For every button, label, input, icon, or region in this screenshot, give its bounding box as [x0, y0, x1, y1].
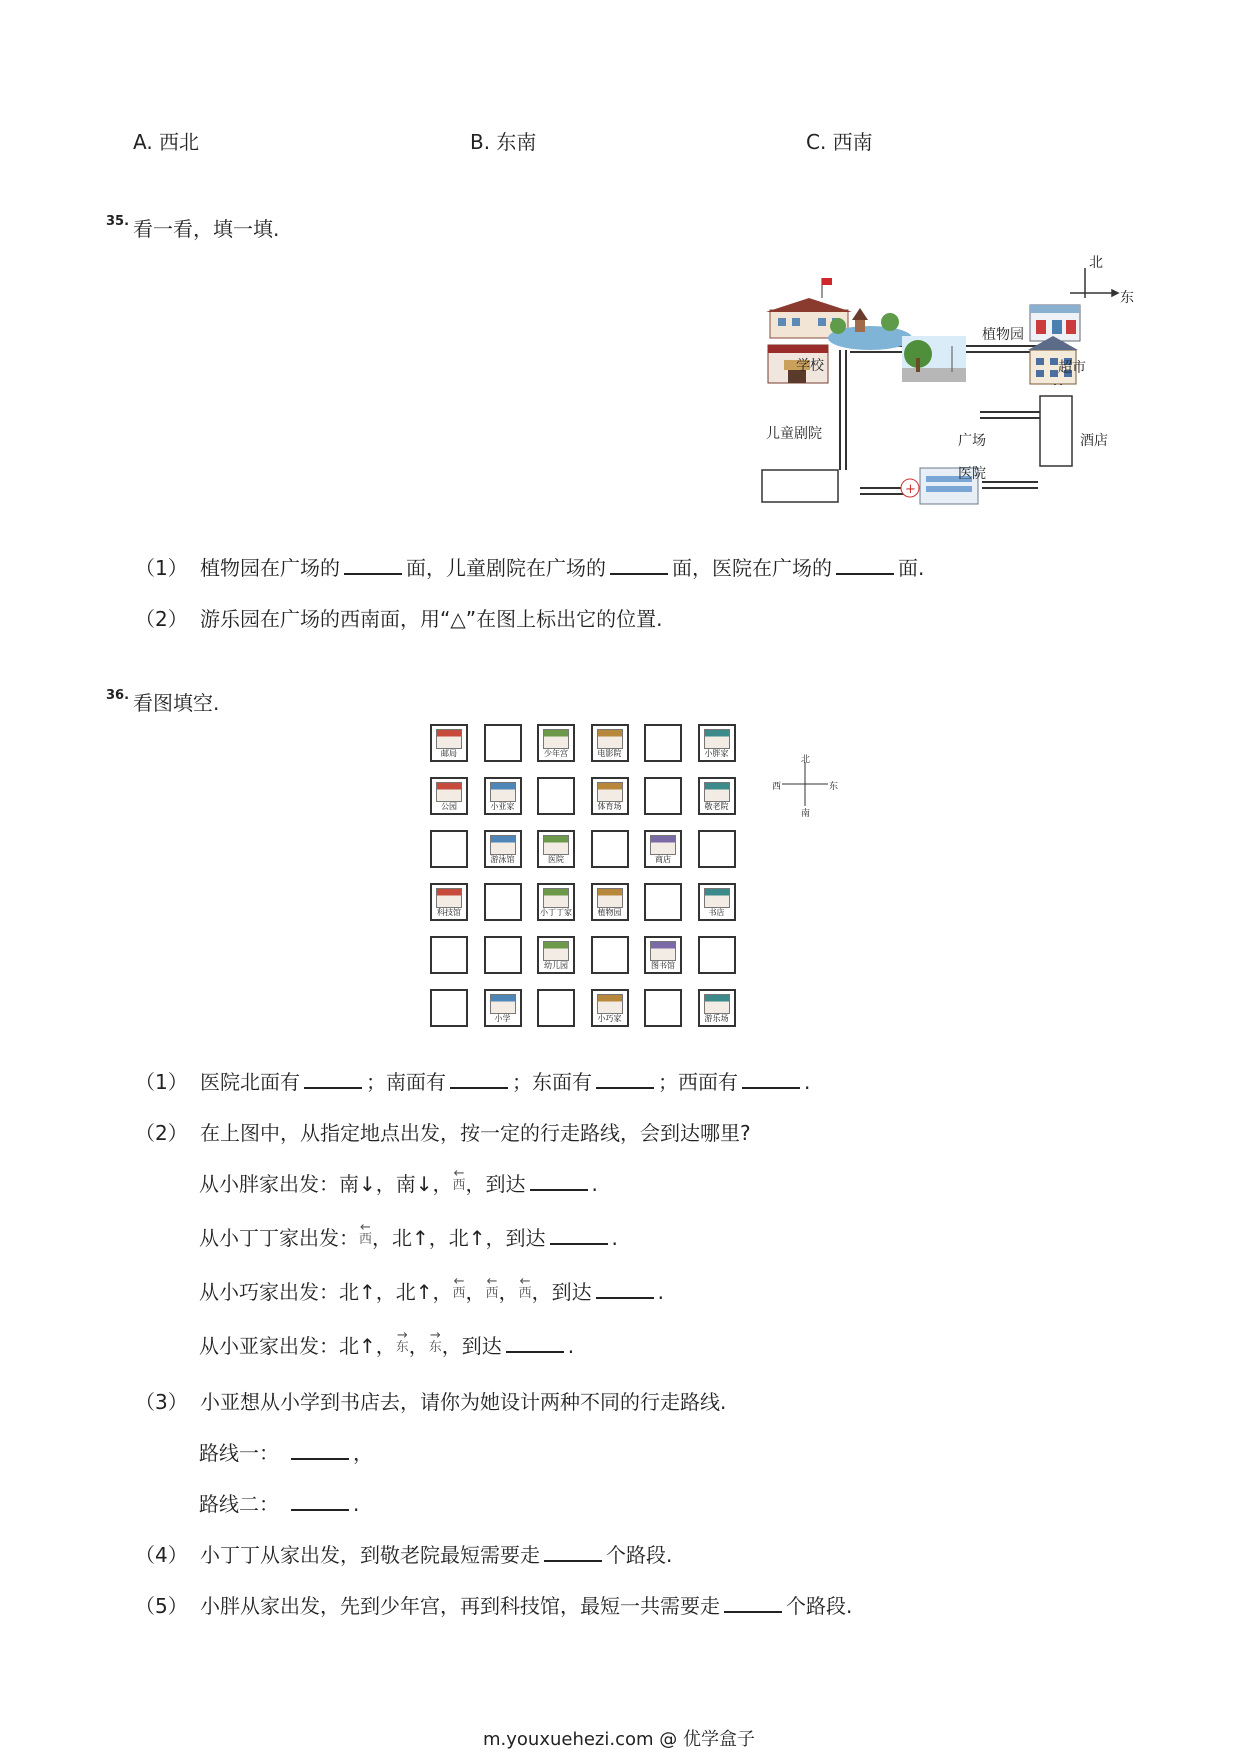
grid-cell-label: 敬老院: [704, 802, 729, 811]
west-arrow-icon: ← 西: [452, 1166, 466, 1193]
grid-cell-label: 小亚家: [490, 802, 515, 811]
route-3-step-3: ，到达: [531, 1280, 592, 1304]
q36-sub1-text-d: ；西面有: [658, 1070, 738, 1094]
east-label: 东: [428, 1340, 442, 1355]
route-3: [199, 1276, 664, 1305]
q36-grid: [430, 724, 740, 1036]
route-option-1-label: 路线一：: [199, 1441, 279, 1465]
grid-compass-east: 东: [829, 782, 839, 792]
east-arrow-icon: → 东: [395, 1328, 409, 1355]
grid-cell-label: 医院: [548, 855, 564, 864]
q35-sub1-text-d: 面.: [898, 556, 925, 580]
route-2-end: .: [611, 1226, 618, 1250]
q35-sub1-blank-3[interactable]: [836, 555, 894, 575]
building-icon: [597, 994, 623, 1014]
grid-cell: [537, 830, 575, 868]
label-school: 学校: [796, 358, 824, 374]
label-hospital: 医院: [958, 466, 986, 482]
q35-sub1: [135, 552, 924, 581]
q36-sub4-blank[interactable]: [544, 1542, 602, 1562]
q35-sub2-number: （2）: [135, 607, 188, 631]
q36-sub1: [135, 1066, 810, 1095]
route-1-blank[interactable]: [530, 1171, 588, 1191]
grid-cell-label: 商店: [655, 855, 671, 864]
grid-cell: [644, 989, 682, 1027]
grid-cell: [698, 830, 736, 868]
route-1: [199, 1168, 598, 1197]
grid-cell-label: 电影院: [597, 749, 622, 758]
q36-sub2: [135, 1117, 751, 1146]
route-4-blank[interactable]: [506, 1333, 564, 1353]
q36-sub4-text-a: 小丁丁从家出发，到敬老院最短需要走: [200, 1543, 540, 1567]
grid-cell: [430, 830, 468, 868]
q36-sub5-blank[interactable]: [724, 1593, 782, 1613]
west-label: 西: [359, 1232, 373, 1247]
route-option-1-end: ，: [353, 1441, 373, 1465]
grid-cell: [698, 724, 736, 762]
grid-cell: [591, 777, 629, 815]
q36-sub5: [135, 1590, 852, 1619]
q35-map: [760, 250, 1140, 530]
route-4-sep: ，: [408, 1334, 429, 1358]
q35-sub1-number: （1）: [135, 556, 188, 580]
building-icon: [650, 835, 676, 855]
label-square: 广场: [958, 433, 986, 449]
q35-sub1-text-c: 面，医院在广场的: [672, 556, 832, 580]
building-icon: [436, 729, 462, 749]
building-icon: [704, 782, 730, 802]
q36-sub5-text-a: 小胖从家出发，先到少年宫，再到科技馆，最短一共需要走: [200, 1594, 720, 1618]
grid-cell-label: 体育场: [597, 802, 622, 811]
building-icon: [597, 782, 623, 802]
route-option-2-label: 路线二：: [199, 1492, 279, 1516]
west-label: 西: [518, 1286, 532, 1301]
q36-sub3: [135, 1386, 726, 1415]
q36-sub5-number: （5）: [135, 1594, 188, 1618]
west-arrow-icon: ← 西: [518, 1274, 532, 1301]
east-label: 东: [395, 1340, 409, 1355]
q35-sub1-blank-2[interactable]: [610, 555, 668, 575]
route-4-step-1: 北↑，: [339, 1334, 396, 1358]
grid-cell: [484, 777, 522, 815]
grid-cell-label: 公园: [441, 802, 457, 811]
q36-sub4-number: （4）: [135, 1543, 188, 1567]
building-icon: [543, 888, 569, 908]
q36-sub2-number: （2）: [135, 1121, 188, 1145]
q36-sub5-text-b: 个路段.: [786, 1594, 853, 1618]
q36-sub3-number: （3）: [135, 1390, 188, 1414]
grid-compass-north: 北: [801, 755, 811, 765]
grid-cell: [537, 989, 575, 1027]
route-1-step-3: ，到达: [465, 1172, 526, 1196]
route-3-sep: ，: [465, 1280, 486, 1304]
q35-sub1-blank-1[interactable]: [344, 555, 402, 575]
svg-text:+: +: [905, 482, 916, 497]
west-arrow-icon: ← 西: [359, 1220, 373, 1247]
grid-cell: [644, 883, 682, 921]
east-arrow-icon: → 东: [428, 1328, 442, 1355]
building-icon: [436, 888, 462, 908]
question-35-number: 35.: [106, 214, 130, 229]
map-empty-box-left: [762, 470, 838, 502]
building-icon: [490, 994, 516, 1014]
grid-cell: [537, 936, 575, 974]
route-option-2-end: .: [353, 1492, 360, 1516]
route-option-2: [199, 1488, 359, 1517]
building-icon: [650, 941, 676, 961]
grid-cell: [698, 777, 736, 815]
grid-cell: [430, 883, 468, 921]
option-b: B. 东南: [470, 130, 537, 154]
supermarket-icon: [1030, 305, 1080, 341]
route-4-start: 从小亚家出发：: [199, 1334, 339, 1358]
question-36-prompt: 看图填空.: [133, 691, 220, 715]
route-2: [199, 1222, 618, 1251]
grid-cell-label: 游乐场: [704, 1014, 729, 1023]
grid-cell: [484, 724, 522, 762]
grid-cell-label: 小巧家: [597, 1014, 622, 1023]
route-2-blank[interactable]: [550, 1225, 608, 1245]
grid-cell: [698, 883, 736, 921]
q36-sub1-blank-4[interactable]: [742, 1069, 800, 1089]
option-c: C. 西南: [806, 130, 873, 154]
grid-cell: [698, 936, 736, 974]
grid-cell-label: 小学: [494, 1014, 511, 1023]
route-3-step-1: 北↑，: [339, 1280, 396, 1304]
grid-cell: [537, 883, 575, 921]
building-icon: [543, 835, 569, 855]
map-compass-east: 东: [1120, 290, 1134, 306]
building-icon: [490, 835, 516, 855]
map-compass: [1070, 268, 1118, 298]
grid-cell: [430, 724, 468, 762]
question-36-number: 36.: [106, 688, 130, 703]
q36-sub3-text: 小亚想从小学到书店去，请你为她设计两种不同的行走路线.: [200, 1390, 727, 1414]
grid-cell: [484, 830, 522, 868]
grid-cell: [484, 883, 522, 921]
route-option-2-blank[interactable]: [291, 1491, 349, 1511]
grid-cell: [430, 777, 468, 815]
grid-cell-label: 小胖家: [704, 749, 729, 758]
q36-sub4: [135, 1539, 672, 1568]
building-icon: [704, 888, 730, 908]
grid-cell-label: 科技馆: [437, 908, 461, 917]
grid-cell: [430, 936, 468, 974]
route-2-step-1: ，北↑，: [372, 1226, 449, 1250]
grid-compass-west: 西: [772, 782, 782, 792]
label-childrens-theater: 儿童剧院: [766, 426, 822, 442]
route-3-sep: ，: [498, 1280, 519, 1304]
grid-cell: [537, 724, 575, 762]
q36-sub1-blank-1[interactable]: [304, 1069, 362, 1089]
building-icon: [704, 729, 730, 749]
q36-sub1-text-c: ；东面有: [512, 1070, 592, 1094]
grid-cell-label: 少年宫: [544, 749, 568, 758]
grid-cell: [484, 936, 522, 974]
grid-cell: [644, 724, 682, 762]
label-botanical-garden: 植物园: [982, 327, 1024, 343]
building-icon: [490, 782, 516, 802]
route-4-end: .: [567, 1334, 575, 1358]
q36-sub1-blank-3[interactable]: [596, 1069, 654, 1089]
grid-cell: [591, 989, 629, 1027]
grid-cell: [591, 883, 629, 921]
grid-cell: [591, 936, 629, 974]
park-square-icon: [902, 336, 966, 382]
grid-cell-label: 邮局: [441, 749, 457, 758]
grid-cell: [591, 724, 629, 762]
q36-sub1-number: （1）: [135, 1070, 188, 1094]
label-hotel: 酒店: [1080, 433, 1108, 449]
route-1-end: .: [591, 1172, 598, 1196]
grid-cell: [644, 936, 682, 974]
grid-cell: [430, 989, 468, 1027]
west-arrow-icon: ← 西: [485, 1274, 499, 1301]
map-empty-box-right: [1040, 396, 1072, 466]
grid-compass-south: 南: [801, 809, 811, 819]
grid-cell-label: 小丁丁家: [540, 908, 572, 917]
map-compass-north: 北: [1089, 255, 1103, 271]
building-icon: [543, 941, 569, 961]
q35-sub1-text-b: 面，儿童剧院在广场的: [406, 556, 606, 580]
route-3-blank[interactable]: [596, 1279, 654, 1299]
q36-sub2-text: 在上图中，从指定地点出发，按一定的行走路线，会到达哪里?: [200, 1121, 751, 1145]
grid-cell-label: 幼儿园: [544, 961, 568, 970]
option-a: A. 西北: [133, 130, 200, 154]
route-option-1: [199, 1437, 373, 1466]
q36-sub1-text-b: ；南面有: [366, 1070, 446, 1094]
route-2-start: 从小丁丁家出发：: [199, 1226, 359, 1250]
route-1-start: 从小胖家出发：: [199, 1172, 339, 1196]
west-arrow-icon: ← 西: [452, 1274, 466, 1301]
grid-cell-label: 书店: [708, 908, 725, 917]
q35-sub1-text-a: 植物园在广场的: [200, 556, 340, 580]
grid-cell: [537, 777, 575, 815]
west-label: 西: [452, 1286, 466, 1301]
building-icon: [597, 888, 623, 908]
building-icon: [597, 729, 623, 749]
route-4: [199, 1330, 574, 1359]
route-option-1-blank[interactable]: [291, 1440, 349, 1460]
west-label: 西: [452, 1178, 466, 1193]
building-icon: [704, 994, 730, 1014]
page-footer: m.youxuehezi.com @ 优学盒子: [482, 1729, 755, 1750]
route-1-step-2: 南↓，: [395, 1172, 453, 1196]
question-35-prompt: 看一看，填一填.: [133, 217, 280, 241]
grid-cell: [591, 830, 629, 868]
route-3-start: 从小巧家出发：: [199, 1280, 339, 1304]
grid-cell: [484, 989, 522, 1027]
grid-cell-label: 图书馆: [651, 961, 675, 970]
building-icon: [436, 782, 462, 802]
west-label: 西: [485, 1286, 499, 1301]
grid-cell-label: 植物园: [597, 908, 622, 917]
route-2-step-2: 北↑，到达: [448, 1226, 546, 1250]
route-4-step-3: ，到达: [441, 1334, 502, 1358]
q36-sub1-blank-2[interactable]: [450, 1069, 508, 1089]
q36-sub1-text-e: .: [804, 1070, 811, 1094]
grid-cell: [698, 989, 736, 1027]
q35-sub2-text: 游乐园在广场的西南面，用“△”在图上标出它的位置.: [200, 607, 663, 631]
grid-cell-label: 游泳馆: [490, 855, 515, 864]
label-supermarket: 超市: [1058, 360, 1086, 376]
route-1-step-1: 南↓，: [339, 1172, 396, 1196]
building-icon: [543, 729, 569, 749]
grid-cell: [644, 830, 682, 868]
q36-sub1-text-a: 医院北面有: [200, 1070, 300, 1094]
q36-sub4-text-b: 个路段.: [606, 1543, 673, 1567]
route-3-end: .: [657, 1280, 664, 1304]
route-3-step-2: 北↑，: [395, 1280, 453, 1304]
q35-sub2: [135, 603, 662, 632]
grid-cell: [644, 777, 682, 815]
